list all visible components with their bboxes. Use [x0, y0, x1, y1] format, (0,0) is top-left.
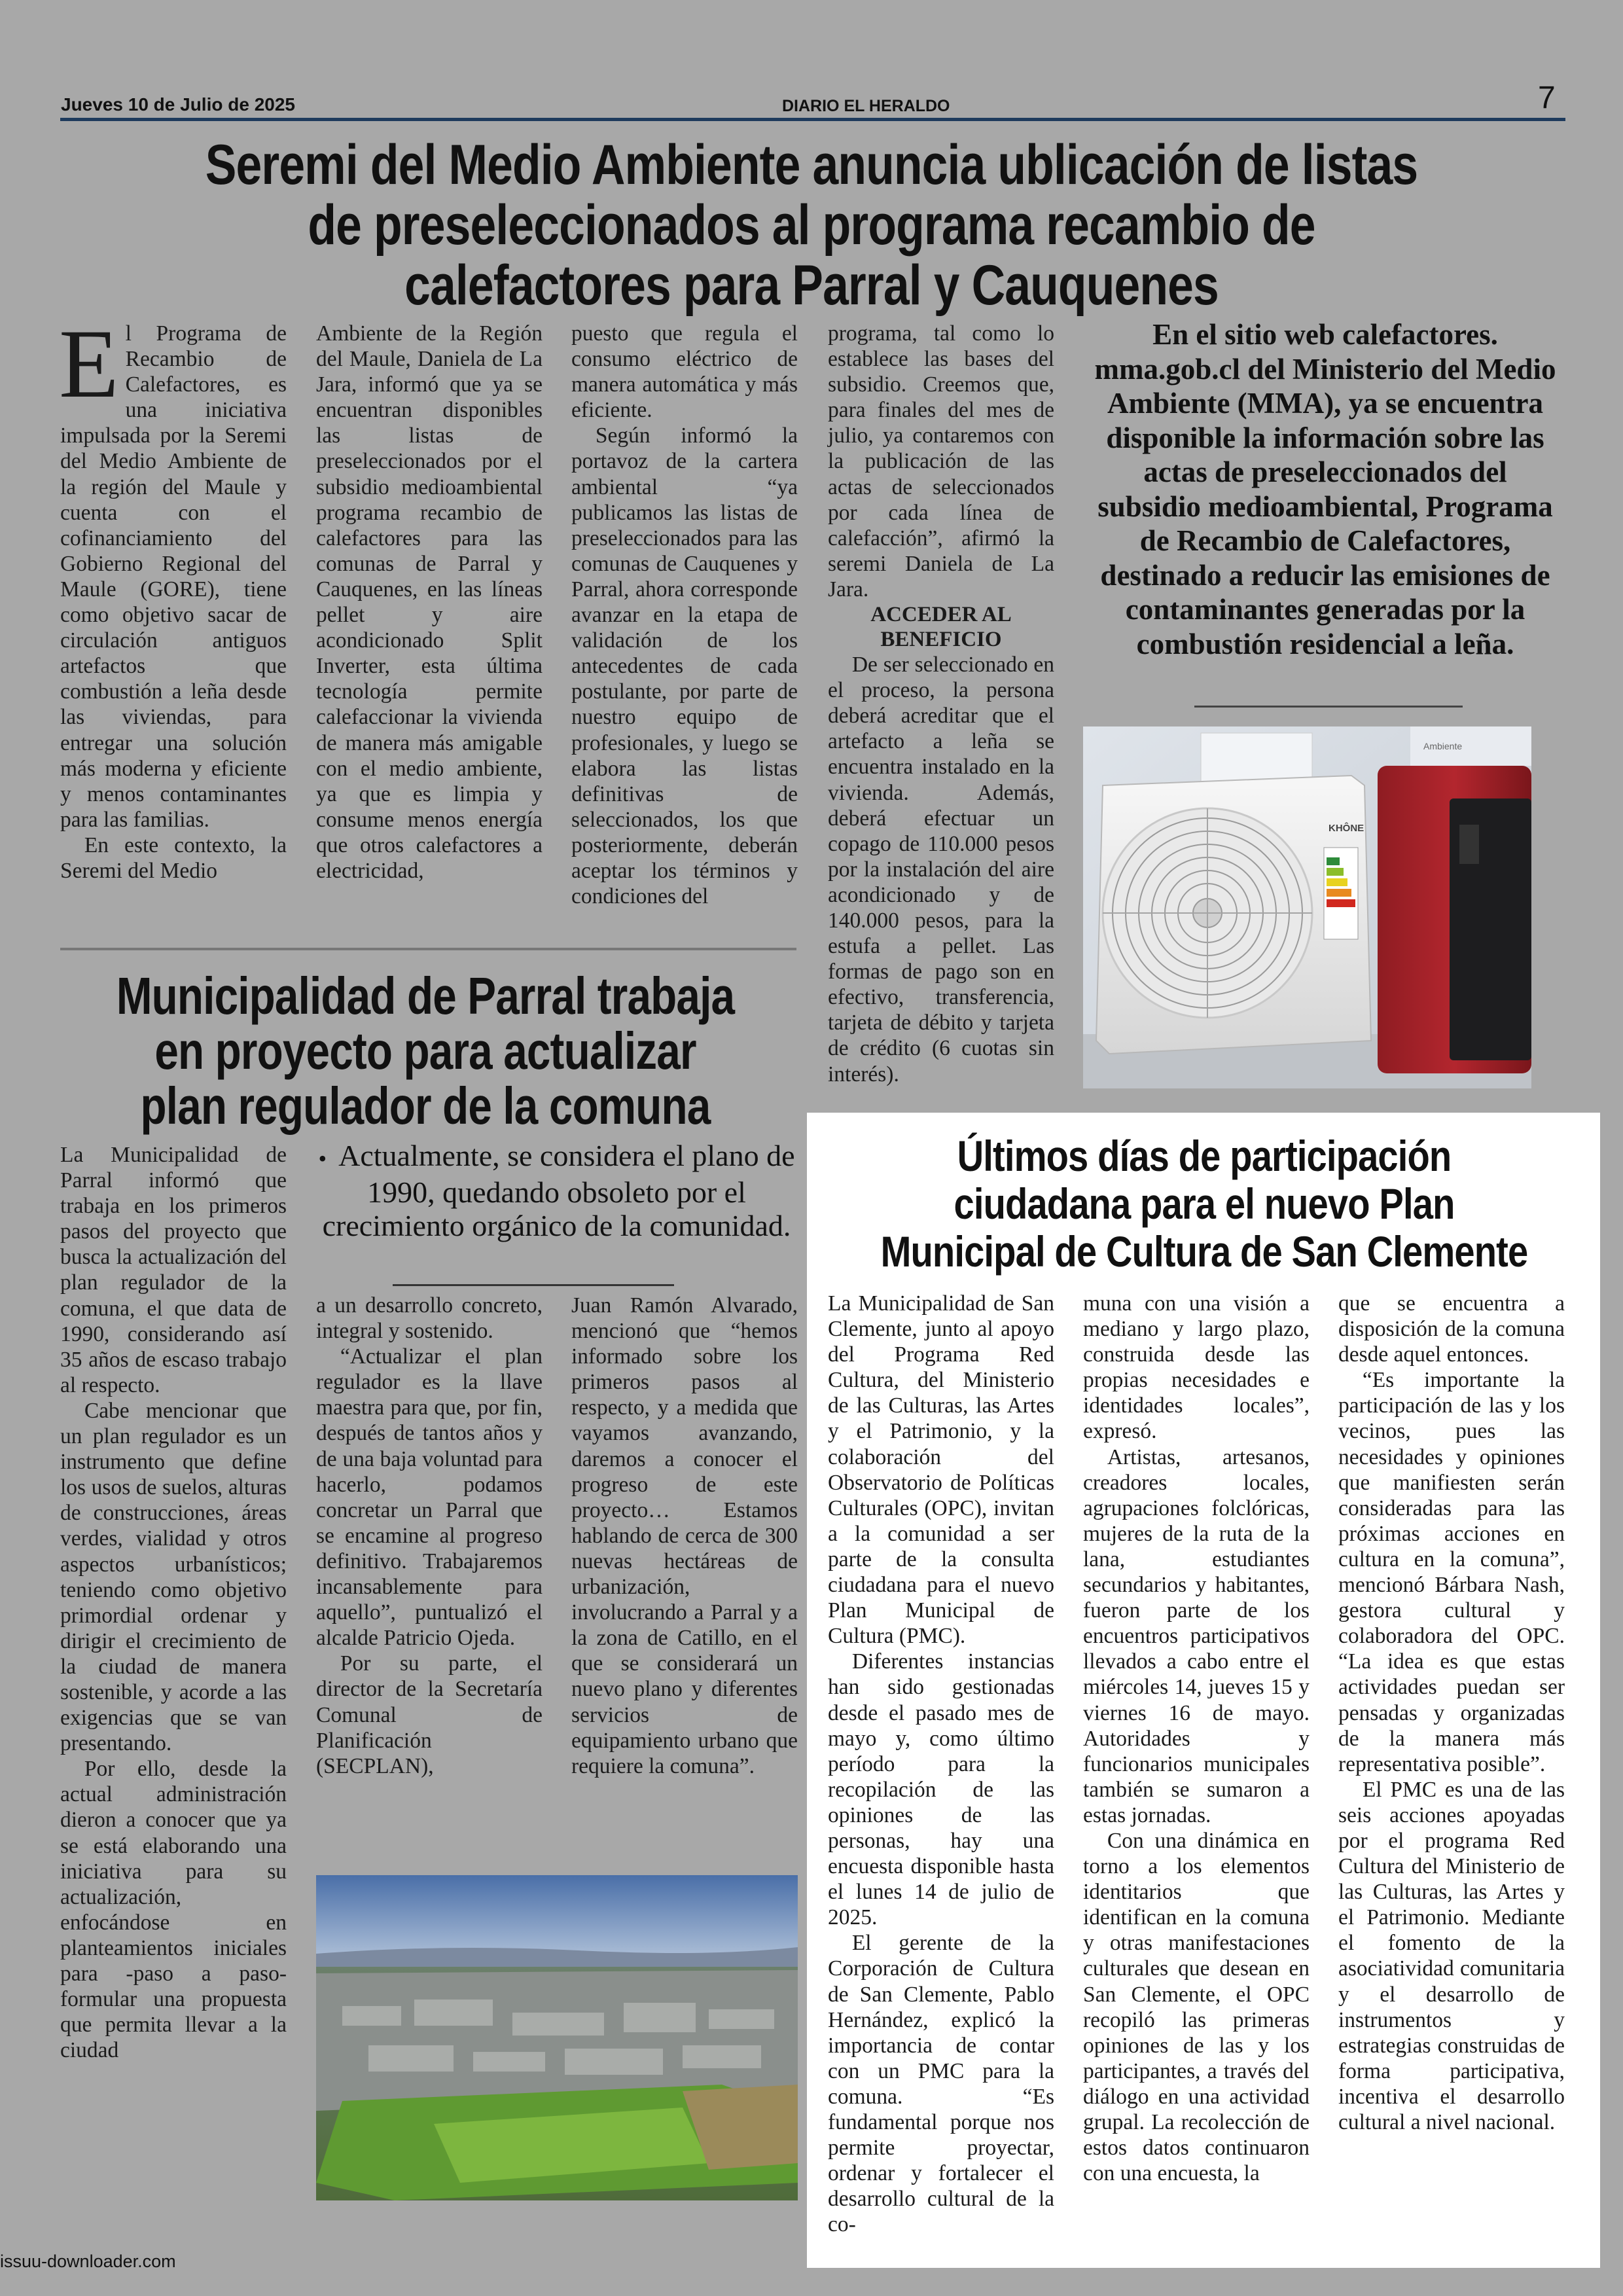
article2-column-1: [60, 1142, 287, 2209]
article3-col3-para-3: El PMC es una de las seis acciones apoyadas por el programa Red Cultura del Ministerio de las Culturas, las Artes y el Patrimonio. Mediante el fomento de la asociatividad comunitaria y el desarrollo de instrumentos y estrategias construidas de forma participativa, incentiva el desarrollo cultural a nivel nacional.: [1338, 1777, 1565, 2134]
article3-col1-para-1: La Municipalidad de San Clemente, junto al apoyo del Programa Red Cultura, del Ministerio de las Culturas, las Artes y el Patrimonio, y la colaboración del Observatorio de Políticas Culturales (OPC), invitan a la comunidad a ser parte de la consulta ciudadana para el nuevo Plan Municipal de Cultura (PMC).: [828, 1291, 1054, 1649]
article1-col4-para-2: De ser seleccionado en el proceso, la persona deberá acreditar que el artefacto a leña se encuentra instalado en la vivienda. Además, deberá efectuar un copago de 110.000 pesos por la instalación del aire acondicionado y de 140.000 pesos, para la estufa a pellet. Las formas de pago son en efectivo, transferencia, tarjeta de débito y tarjeta de crédito (6 cuotas sin interés).: [828, 653, 1054, 1086]
article1-col1-para-1-text: l Programa de Recambio de Calefactores, es una iniciativa impulsada por la Seremi del Medio Ambiente de la región del Maule y cuenta con el cofinanciamiento del Gobierno Regional del Maule (GORE), tiene como objetivo sacar de circulación antiguos artefactos que combustión a leña desde las viviendas, para entregar una solución más moderna y eficiente y menos contaminantes para las familias.: [60, 321, 287, 832]
section-divider: [60, 948, 796, 950]
article1-column-3: [571, 321, 798, 933]
article1-headline: Seremi del Medio Ambiente anuncia ublicación de listas de preseleccionados al programa recambio de calefactores para Parral y Cauquenes: [205, 134, 1418, 317]
article2-col1-para-1: La Municipalidad de Parral informó que trabaja en los primeros pasos del proyecto que busca la actualización del plan regulador de la comuna, el que data de 1990, considerando así 35 años de escaso trabajo al respecto.: [60, 1143, 287, 1397]
bullet: •: [318, 1145, 339, 1172]
article3-col1-para-2: Diferentes instancias han sido gestionadas desde el pasado mes de mayo y, como último período para la recopilación de las opiniones de las personas, hay una encuesta disponible hasta el lunes 14 de julio de 2025.: [828, 1649, 1054, 1930]
article2-col3-para-1: Juan Ramón Alvarado, mencionó que “hemos informado sobre los primeros pasos al respecto, y a medida que vayamos avanzando, daremos a conocer el progreso de este proyecto… Estamos hablando de cerca de 300 nuevas hectáreas de urbanización, involucrando a Parral y a la zona de Catillo, en el que se considerará un nuevo plano y diferentes servicios de equipamiento urbano que requiere la comuna”.: [571, 1293, 798, 1778]
article3-column-3: [1338, 1291, 1565, 2214]
article3-col2-para-2: Artistas, artesanos, creadores locales, agrupaciones folclóricas, mujeres de la ruta de la lana, estudiantes secundarios y habitantes, fueron parte de los encuentros participativos llevados a cabo entre el miércoles 14, jueves 15 y viernes 16 de mayo. Autoridades y funcionarios municipales también se sumaron a estas jornadas.: [1083, 1444, 1310, 1827]
aerial-city-photo: [316, 1875, 798, 2200]
article1-col1-para-1: [59, 310, 287, 833]
article3-col2-para-3: Con una dinámica en torno a los elementos identitarios que identifican en la comuna y otras manifestaciones culturales que desean en San Clemente, el OPC recopiló las primeras opiniones de las y los participantes, a través del diálogo en una actividad grupal. La recolección de estos datos continuaron con una encuesta, la: [1083, 1828, 1310, 2186]
issue-date: Jueves 10 de Julio de 2025: [61, 94, 295, 115]
article2-column-2: [316, 1293, 543, 1869]
drop-cap: E: [59, 310, 119, 418]
page-number: 7: [1538, 81, 1556, 115]
article3-column-2: [1083, 1291, 1310, 2214]
article2-col2-para-1: a un desarrollo concreto, integral y sostenido.: [316, 1293, 543, 1344]
article3-headline: Últimos días de participación ciudadana para el nuevo Plan Municipal de Cultura de San Clemente: [880, 1132, 1528, 1276]
article1-col2-para-1: Ambiente de la Región del Maule, Daniela de La Jara, informó que ya se encuentran disponibles las listas de preseleccionados por el subsidio medioambiental programa recambio de calefactores para las comunas de Parral y Cauquenes, en las líneas pellet y aire acondicionado Split Inverter, esta última tecnología permite calefaccionar la vivienda de manera más amigable con el medio ambiente, ya que es limpia y consume menos energía que otros calefactores a electricidad,: [316, 321, 543, 883]
header-rule: [60, 118, 1565, 121]
photo-sign-text: Ambiente: [1423, 741, 1463, 751]
article3-col2-para-1: muna con una visión a mediano y largo plazo, construida desde las propias necesidades e identidades locales”, expresó.: [1083, 1291, 1310, 1444]
article2-column-3: [571, 1293, 798, 1869]
article3-column-1: [828, 1291, 1054, 2237]
article1-column-4: [828, 321, 1054, 1093]
heater-photo: [1083, 726, 1531, 1088]
newspaper-name: DIARIO EL HERALDO: [782, 97, 950, 115]
article3-col3-para-2: “Es importante la participación de las y los vecinos, pues las necesidades y opiniones que manifiesten serán consideradas para las próximas acciones en cultura en la comuna”, mencionó Bárbara Nash, gestora cultural y colaboradora del OPC. “La idea es que estas actividades puedan ser pensadas y organizadas de la manera más representativa posible”.: [1338, 1368, 1565, 1776]
article1-col3-para-2: Según informó la portavoz de la cartera ambiental “ya publicamos las listas de preseleccionados para las comunas de Cauquenes y Parral, ahora corresponde avanzar en la etapa de validación de los antecedentes de cada postulante, por parte de nuestro equipo de profesionales, y luego se elabora las listas definitivas de seleccionados, los que posteriormente, deberán aceptar los términos y condiciones del: [571, 423, 798, 909]
article1-column-2: [316, 321, 543, 933]
article2-pullquote-text: Actualmente, se considera el plano de 1990, quedando obsoleto por el crecimiento orgánico de la comunidad.: [322, 1139, 795, 1242]
article1-column-1: [59, 310, 287, 933]
article2-col1-para-3: Por ello, desde la actual administración dieron a conocer que ya se está elaborando una iniciativa para su actualización, enfocándose en planteamientos iniciales para -paso a paso- formular una propuesta que permita llevar a la ciudad: [60, 1757, 287, 2063]
article2-pullquote: [316, 1139, 797, 1242]
article2-col2-para-2: “Actualizar el plan regulador es la llave maestra para que, por fin, después de tantos años y de una baja voluntad para hacerlo, podamos concretar un Parral que se encamine al progreso definitivo. Trabajaremos incansablemente para aquello”, puntualizó el alcalde Patricio Ojeda.: [316, 1344, 543, 1651]
article3-col3-para-1: que se encuentra a disposición de la comuna desde aquel entonces.: [1338, 1291, 1565, 1367]
article2-col2-para-3: Por su parte, el director de la Secretaría Comunal de Planificación (SECPLAN),: [316, 1651, 543, 1778]
article1-col4-para-1: programa, tal como lo establece las bases del subsidio. Creemos que, para finales del mes de julio, ya contaremos con la publicación de las actas de seleccionados por cada línea de calefacción”, afirmó la seremi Daniela de La Jara.: [828, 321, 1054, 601]
article1-subhead: ACCEDER AL BENEFICIO: [870, 603, 1012, 652]
article1-pullquote: En el sitio web calefactores. mma.gob.cl del Ministerio del Medio Ambiente (MMA), ya se encuentra disponible la información sobre las actas de preseleccionados del subsidio medioambiental, Programa de Recambio de Calefactores, destinado a reducir las emisiones de contaminantes generadas por la combustión residencial a leña.: [1094, 318, 1556, 660]
pullquote-rule: [1194, 706, 1463, 708]
article3-col1-para-3: El gerente de la Corporación de Cultura de San Clemente, Pablo Hernández, explicó la importancia de contar con un PMC para la comuna. “Es fundamental porque nos permite proyectar, ordenar y fortalecer el desarrollo cultural de la co-: [828, 1931, 1054, 2237]
article1-col1-para-2: En este contexto, la Seremi del Medio: [60, 833, 287, 883]
article2-col1-para-2: Cabe mencionar que un plan regulador es un instrumento que define los usos de suelos, alturas de construcciones, áreas verdes, vialidad y otros aspectos urbanísticos; teniendo como objetivo primordial ordenar y dirigir el crecimiento de la ciudad de manera sostenible, y acorde a las exigencias que se van presentando.: [60, 1398, 287, 1756]
article2-headline: Municipalidad de Parral trabaja en proyecto para actualizar plan regulador de la comuna: [116, 967, 735, 1135]
photo-brand-text: KHÔNE: [1329, 823, 1364, 834]
watermark-text: issuu-downloader.com: [0, 2251, 176, 2271]
article1-col3-para-1: puesto que regula el consumo eléctrico de manera automática y más eficiente.: [571, 321, 798, 423]
pullquote-rule: [393, 1284, 674, 1286]
